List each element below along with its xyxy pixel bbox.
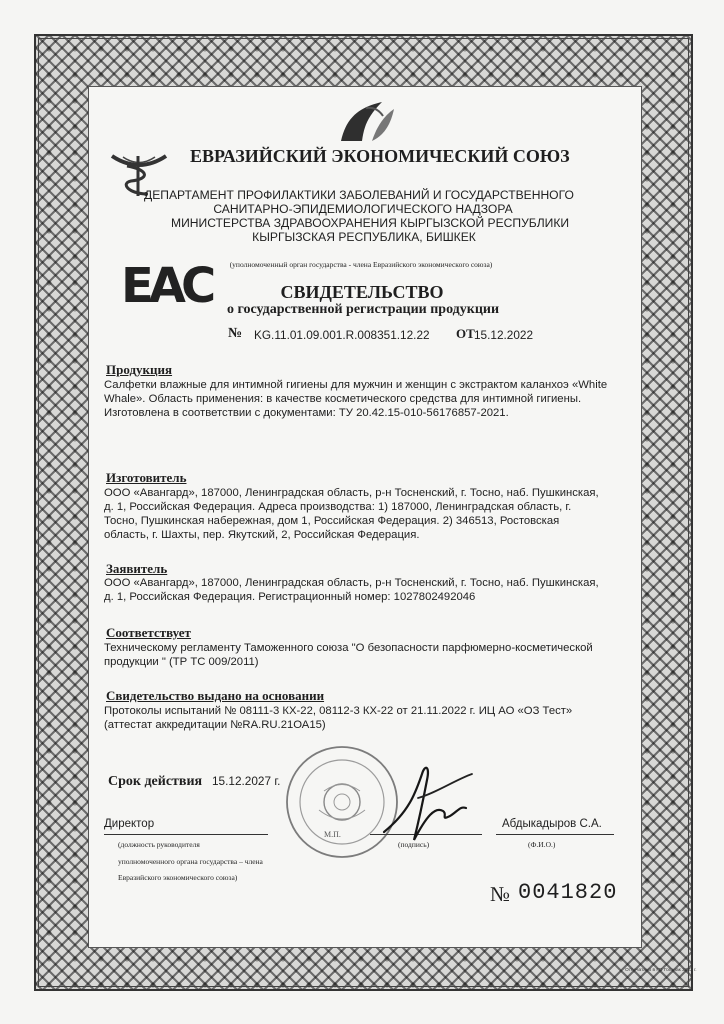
position-caption-line-3: Евразийского экономического союза) bbox=[118, 873, 238, 882]
union-title: ЕВРАЗИЙСКИЙ ЭКОНОМИЧЕСКИЙ СОЮЗ bbox=[190, 146, 570, 166]
certificate-subtitle: о государственной регистрации продукции bbox=[226, 302, 500, 317]
position-caption-line-2: уполномоченного органа государства – члена bbox=[118, 857, 263, 866]
validity-label: Срок действия bbox=[108, 774, 203, 789]
serial-prefix: № bbox=[490, 882, 511, 906]
product-line-3: Изготовлена в соответствии с документами: ТУ 20.42.15-010-56176857-2021. bbox=[104, 407, 509, 419]
certificate-number-prefix: № bbox=[228, 326, 243, 341]
certificate-date: 15.12.2022 bbox=[474, 328, 534, 342]
certificate-number: KG.11.01.09.001.R.008351.12.22 bbox=[254, 328, 430, 342]
department-line-2: САНИТАРНО-ЭПИДЕМИОЛОГИЧЕСКОГО НАДЗОРА bbox=[213, 202, 513, 216]
conformity-line-2: продукции " (ТР ТС 009/2011) bbox=[104, 656, 259, 668]
name-caption: (Ф.И.О.) bbox=[528, 840, 556, 849]
applicant-heading: Заявитель bbox=[106, 561, 168, 576]
product-heading: Продукция bbox=[106, 362, 173, 377]
department-line-1: ДЕПАРТАМЕНТ ПРОФИЛАКТИКИ ЗАБОЛЕВАНИЙ И ГОСУДАРСТВЕННОГО bbox=[144, 188, 574, 202]
eac-logo-text: ЕАС bbox=[121, 258, 212, 314]
city-line: КЫРГЫЗСКАЯ РЕСПУБЛИКА, БИШКЕК bbox=[252, 230, 476, 244]
basis-line-1: Протоколы испытаний № 08111-3 КХ-22, 08112-3 КХ-22 от 21.11.2022 г. ИЦ АО «ОЗ Тест» bbox=[104, 705, 573, 717]
position-caption-line-1: (должность руководителя bbox=[118, 840, 200, 849]
stamp-mark: М.П. bbox=[324, 830, 341, 839]
product-line-1: Салфетки влажные для интимной гигиены для мужчин и женщин с экстрактом каланхоэ «White bbox=[104, 379, 608, 391]
manufacturer-line-1: ООО «Авангард», 187000, Ленинградская область, р-н Тосненский, г. Тосно, наб. Пушкинская, bbox=[104, 487, 599, 499]
signature-caption: (подпись) bbox=[398, 840, 430, 849]
name-line bbox=[496, 834, 614, 835]
certificate-title: СВИДЕТЕЛЬСТВО bbox=[280, 282, 444, 302]
position-signature-line bbox=[104, 834, 268, 835]
ministry-line: МИНИСТЕРСТВА ЗДРАВООХРАНЕНИЯ КЫРГЫЗСКОЙ РЕСПУБЛИКИ bbox=[171, 216, 570, 230]
manufacturer-line-2: д. 1, Российская Федерация. Адреса производства: 1) 187000, Ленинградская область, г. bbox=[104, 501, 572, 513]
print-note: Отпечатано в ГП Госзнак 2022 г. bbox=[625, 968, 697, 973]
eurasian-union-emblem-icon bbox=[334, 98, 398, 146]
manufacturer-line-4: область, г. Шахты, пер. Якутский, 2, Российская Федерация. bbox=[104, 529, 420, 541]
conformity-line-1: Техническому регламенту Таможенного союза "О безопасности парфюмерно-косметической bbox=[104, 642, 593, 654]
validity-date: 15.12.2027 г. bbox=[212, 774, 281, 788]
basis-heading: Свидетельство выдано на основании bbox=[106, 688, 325, 703]
product-line-2: Whale». Область применения: в качестве косметического средства для интимной гигиены. bbox=[104, 393, 582, 405]
serial-number: 0041820 bbox=[518, 880, 618, 905]
manufacturer-line-3: Тосно, Пушкинская набережная, дом 1, Российская Федерация. 2) 346513, Ростовская bbox=[104, 515, 560, 527]
conformity-heading: Соответствует bbox=[106, 625, 191, 640]
certificate-date-prefix: ОТ bbox=[456, 326, 475, 341]
manufacturer-heading: Изготовитель bbox=[106, 470, 187, 485]
applicant-line-1: ООО «Авангард», 187000, Ленинградская область, р-н Тосненский, г. Тосно, наб. Пушкинская, bbox=[104, 577, 599, 589]
signature-position: Директор bbox=[104, 818, 155, 830]
handwritten-signature bbox=[366, 756, 486, 846]
applicant-line-2: д. 1, Российская Федерация. Регистрационный номер: 1027802492046 bbox=[104, 591, 476, 603]
authority-note: (уполномоченный орган государства - члена Евразийского экономического союза) bbox=[229, 260, 493, 269]
basis-line-2: (аттестат аккредитации №RA.RU.21ОА15) bbox=[104, 719, 326, 731]
signatory-name: Абдыкадыров С.А. bbox=[502, 818, 602, 830]
